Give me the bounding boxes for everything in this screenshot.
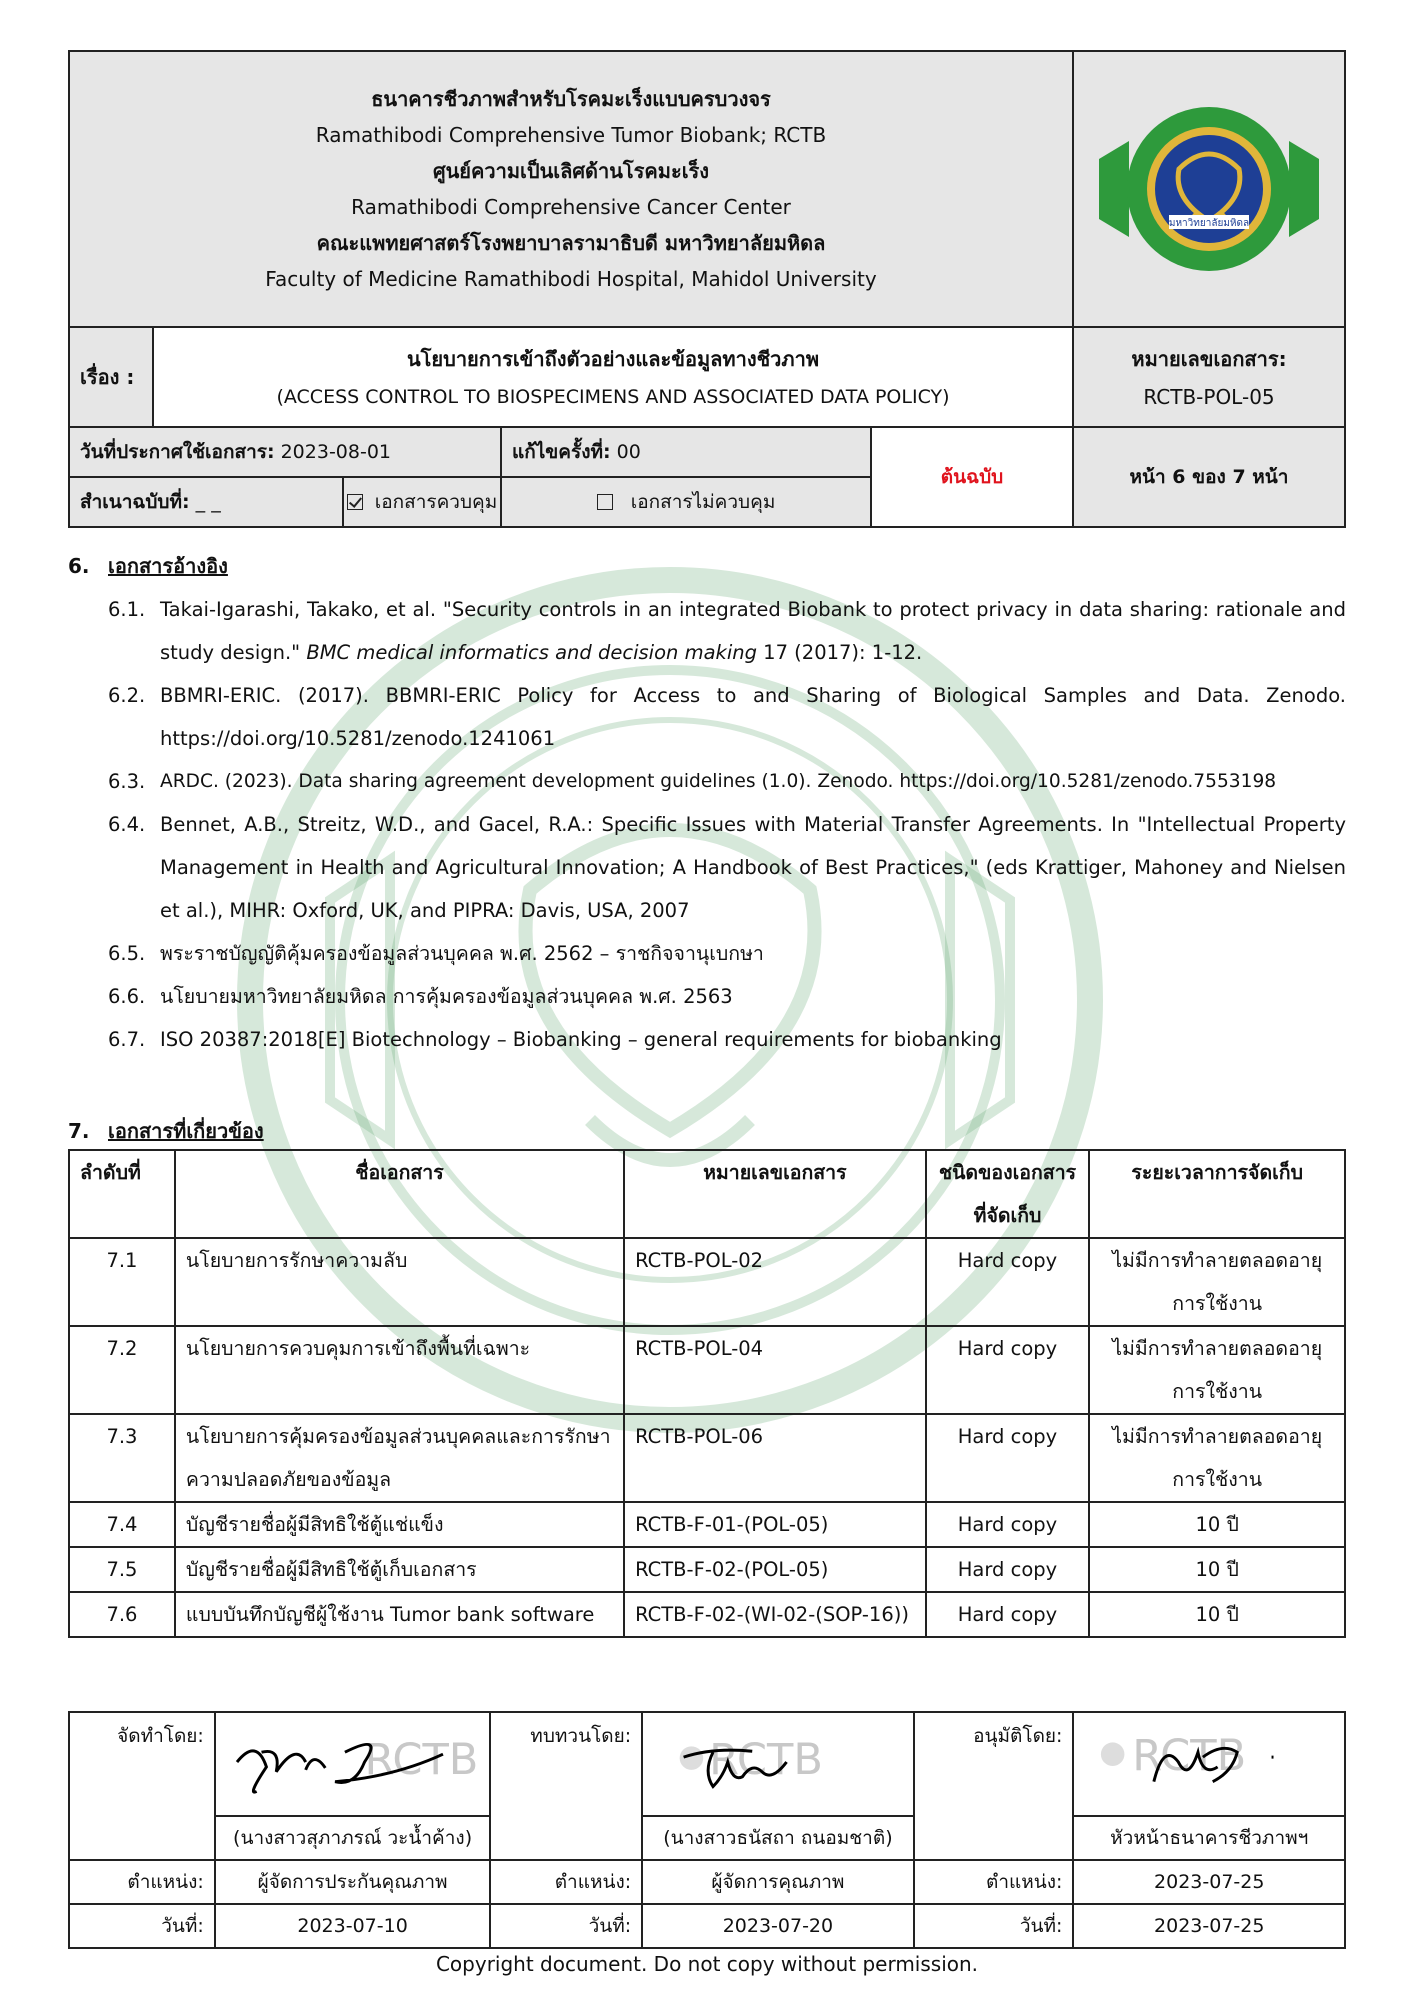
reference-number: 6.6. (108, 985, 146, 1008)
reviewed-date: 2023-07-20 (642, 1904, 913, 1948)
table-row (69, 1547, 1345, 1592)
reference-item (108, 760, 1346, 803)
reference-item (108, 674, 1346, 760)
table-header-row (69, 1150, 1345, 1238)
uncontrolled-cell (501, 477, 871, 527)
copy-number-label: สำเนาฉบับที่: (80, 491, 190, 513)
revision-cell (501, 427, 871, 477)
table-cell: 7.4 (69, 1502, 175, 1547)
table-cell: 7.5 (69, 1547, 175, 1592)
table-cell: Hard copy (926, 1592, 1090, 1637)
signature-table (68, 1711, 1346, 1949)
prepared-by-label: จัดทำโดย: (69, 1712, 215, 1860)
table-cell: 10 ปี (1089, 1502, 1345, 1547)
column-header: ชื่อเอกสาร (175, 1150, 624, 1238)
reference-text: Bennet, A.B., Streitz, W.D., and Gacel, R.A.: Specific Issues with Material Transfer Agreements. In "Intellectual Property Management in Health and Agricultural Innovation; A Handbook of Best Practices," (eds Krattiger, Mahoney and Nielsen et al.), MIHR: Oxford, UK, and PIPRA: Davis, USA, 2007 (160, 813, 1346, 922)
table-cell: ไม่มีการทำลายตลอดอายุการใช้งาน (1089, 1414, 1345, 1502)
reference-item (108, 932, 1346, 975)
organization-title-block (69, 51, 1073, 327)
revision-label: แก้ไขครั้งที่: (512, 441, 611, 463)
reference-item (108, 1018, 1346, 1061)
date-label: วันที่: (69, 1904, 215, 1948)
reviewed-by-label: ทบทวนโดย: (490, 1712, 642, 1860)
table-cell: นโยบายการควบคุมการเข้าถึงพื้นที่เฉพาะ (175, 1326, 624, 1414)
position-label: ตำแหน่ง: (914, 1860, 1074, 1904)
table-row (69, 1414, 1345, 1502)
revision-value: 00 (616, 441, 641, 463)
reference-number: 6.7. (108, 1028, 146, 1051)
table-cell: Hard copy (926, 1547, 1090, 1592)
table-cell: บัญชีรายชื่อผู้มีสิทธิใช้ตู้เก็บเอกสาร (175, 1547, 624, 1592)
reference-number: 6.4. (108, 813, 146, 836)
table-cell: 7.1 (69, 1238, 175, 1326)
uncontrolled-checkbox[interactable] (597, 494, 613, 510)
rctb-watermark: RCTB (1132, 1730, 1247, 1781)
table-cell: Hard copy (926, 1326, 1090, 1414)
table-cell: 7.2 (69, 1326, 175, 1414)
reference-number: 6.5. (108, 942, 146, 965)
reference-item (108, 588, 1346, 674)
table-cell: RCTB-POL-04 (624, 1326, 926, 1414)
page-indicator: หน้า 6 ของ 7 หน้า (1073, 427, 1345, 527)
table-row (69, 1238, 1345, 1326)
reference-text: ARDC. (2023). Data sharing agreement development guidelines (1.0). Zenodo. https://doi.org/10.5281/zenodo.7553198 (160, 771, 1277, 792)
copyright-footer: Copyright document. Do not copy without permission. (435, 1952, 979, 1976)
reviewed-by-name: (นางสาวธนัสถา ถนอมชาติ) (642, 1816, 913, 1860)
table-cell: RCTB-F-01-(POL-05) (624, 1502, 926, 1547)
uncontrolled-label: เอกสารไม่ควบคุม (630, 491, 776, 513)
table-cell: ไม่มีการทำลายตลอดอายุการใช้งาน (1089, 1326, 1345, 1414)
section-6-title: เอกสารอ้างอิง (108, 554, 228, 578)
section-7-heading (68, 1115, 264, 1147)
subject-title-thai: นโยบายการเข้าถึงตัวอย่างและข้อมูลทางชีวภาพ (406, 347, 819, 371)
controlled-label: เอกสารควบคุม (374, 491, 498, 513)
date-label: วันที่: (490, 1904, 642, 1948)
reference-text-part: 17 (2017): 1-12. (756, 641, 923, 664)
logo-cell (1073, 51, 1345, 327)
subject-title-english: (ACCESS CONTROL TO BIOSPECIMENS AND ASSOCIATED DATA POLICY) (276, 386, 950, 408)
reference-text-part: Takai-Igarashi, Takako, et al. "Security controls in an integrated Biobank to protect privacy in data sharing: rationale and study design." (160, 598, 1346, 664)
table-cell: นโยบายการคุ้มครองข้อมูลส่วนบุคคลและการรักษาความปลอดภัยของข้อมูล (175, 1414, 624, 1502)
table-cell: แบบบันทึกบัญชีผู้ใช้งาน Tumor bank software (175, 1592, 624, 1637)
org-line-1: ธนาคารชีวภาพสำหรับโรคมะเร็งแบบครบวงจร (371, 87, 771, 111)
effective-date-cell (69, 427, 501, 477)
table-cell: ไม่มีการทำลายตลอดอายุการใช้งาน (1089, 1238, 1345, 1326)
rctb-watermark: RCTB (709, 1734, 824, 1785)
table-cell: Hard copy (926, 1238, 1090, 1326)
reference-number: 6.1. (108, 598, 146, 621)
column-header: หมายเลขเอกสาร (624, 1150, 926, 1238)
reviewed-signature-box (642, 1712, 913, 1816)
reference-text: พระราชบัญญัติคุ้มครองข้อมูลส่วนบุคคล พ.ศ. 2562 – ราชกิจจานุเบกษา (160, 942, 764, 965)
org-line-5: คณะแพทยศาสตร์โรงพยาบาลรามาธิบดี มหาวิทยาลัยมหิดล (316, 231, 826, 255)
copy-number-value: _ _ (195, 491, 221, 513)
table-cell: Hard copy (926, 1414, 1090, 1502)
table-row (69, 1592, 1345, 1637)
date-label: วันที่: (914, 1904, 1074, 1948)
document-number-label: หมายเลขเอกสาร: (1131, 347, 1287, 371)
org-line-3: ศูนย์ความเป็นเลิศด้านโรคมะเร็ง (432, 159, 710, 183)
position-label: ตำแหน่ง: (490, 1860, 642, 1904)
document-number-value: RCTB-POL-05 (1143, 385, 1275, 409)
document-number-cell (1073, 327, 1345, 427)
approved-signature-icon (1074, 1713, 1344, 1815)
subject-label: เรื่อง : (69, 327, 153, 427)
prepared-signature-box (215, 1712, 490, 1816)
table-cell: บัญชีรายชื่อผู้มีสิทธิใช้ตู้แช่แข็ง (175, 1502, 624, 1547)
reference-number: 6.2. (108, 684, 146, 707)
table-cell: 10 ปี (1089, 1592, 1345, 1637)
related-documents-table (68, 1149, 1346, 1638)
effective-date-value: 2023-08-01 (280, 441, 392, 463)
table-cell: นโยบายการรักษาความลับ (175, 1238, 624, 1326)
column-header: ระยะเวลาการจัดเก็บ (1089, 1150, 1345, 1238)
approved-signature-box (1073, 1712, 1345, 1816)
prepared-by-name: (นางสาวสุภาภรณ์ วะน้ำค้าง) (215, 1816, 490, 1860)
controlled-checkbox[interactable] (347, 494, 363, 510)
org-line-4: Ramathibodi Comprehensive Cancer Center (351, 195, 791, 219)
org-line-2: Ramathibodi Comprehensive Tumor Biobank; RCTB (315, 123, 827, 147)
copy-number-cell (69, 477, 501, 527)
section-7-number: 7. (68, 1119, 90, 1143)
table-cell: Hard copy (926, 1502, 1090, 1547)
approved-by-title: หัวหน้าธนาคารชีวภาพฯ (1073, 1816, 1345, 1860)
effective-date-label: วันที่ประกาศใช้เอกสาร: (80, 441, 275, 463)
reference-number: 6.3. (108, 770, 146, 793)
column-header: ชนิดของเอกสารที่จัดเก็บ (926, 1150, 1090, 1238)
position-label: ตำแหน่ง: (69, 1860, 215, 1904)
table-cell: 7.6 (69, 1592, 175, 1637)
column-header: ลำดับที่ (69, 1150, 175, 1238)
reference-text: ISO 20387:2018[E] Biotechnology – Biobanking – general requirements for biobanking (160, 1028, 1002, 1051)
document-meta-table (68, 426, 1346, 528)
table-cell: RCTB-POL-06 (624, 1414, 926, 1502)
prepared-signature-icon (216, 1713, 489, 1815)
prepared-position: ผู้จัดการประกันคุณภาพ (215, 1860, 490, 1904)
org-line-6: Faculty of Medicine Ramathibodi Hospital, Mahidol University (265, 267, 877, 291)
table-cell: RCTB-POL-02 (624, 1238, 926, 1326)
subject-cell (153, 327, 1073, 427)
original-copy-stamp: ต้นฉบับ (871, 427, 1073, 527)
reference-journal: BMC medical informatics and decision making (306, 641, 757, 664)
reviewed-position: ผู้จัดการคุณภาพ (642, 1860, 913, 1904)
approved-date: 2023-07-25 (1073, 1904, 1345, 1948)
section-7-title: เอกสารที่เกี่ยวข้อง (108, 1119, 264, 1143)
faculty-logo-icon (1089, 89, 1329, 289)
reference-item (108, 975, 1346, 1018)
document-header (68, 50, 1346, 428)
reviewed-signature-icon (643, 1713, 912, 1815)
approved-by-label: อนุมัติโดย: (914, 1712, 1074, 1860)
rctb-watermark: RCTB (364, 1734, 479, 1785)
reference-text: นโยบายมหาวิทยาลัยมหิดล การคุ้มครองข้อมูลส่วนบุคคล พ.ศ. 2563 (160, 985, 733, 1008)
table-row (69, 1326, 1345, 1414)
prepared-date: 2023-07-10 (215, 1904, 490, 1948)
reference-list (108, 588, 1346, 1061)
reference-text (160, 588, 1346, 674)
section-6-number: 6. (68, 554, 90, 578)
table-cell: 10 ปี (1089, 1547, 1345, 1592)
table-row (69, 1502, 1345, 1547)
reference-item (108, 803, 1346, 932)
table-cell: 7.3 (69, 1414, 175, 1502)
table-cell: RCTB-F-02-(POL-05) (624, 1547, 926, 1592)
reference-text: BBMRI-ERIC. (2017). BBMRI-ERIC Policy for Access to and Sharing of Biological Samples and Data. Zenodo. https://doi.org/10.5281/zenodo.1241061 (160, 684, 1346, 750)
approved-position: 2023-07-25 (1073, 1860, 1345, 1904)
section-6-heading (68, 550, 228, 582)
logo-label: มหาวิทยาลัยมหิดล (1168, 218, 1250, 229)
table-cell: RCTB-F-02-(WI-02-(SOP-16)) (624, 1592, 926, 1637)
